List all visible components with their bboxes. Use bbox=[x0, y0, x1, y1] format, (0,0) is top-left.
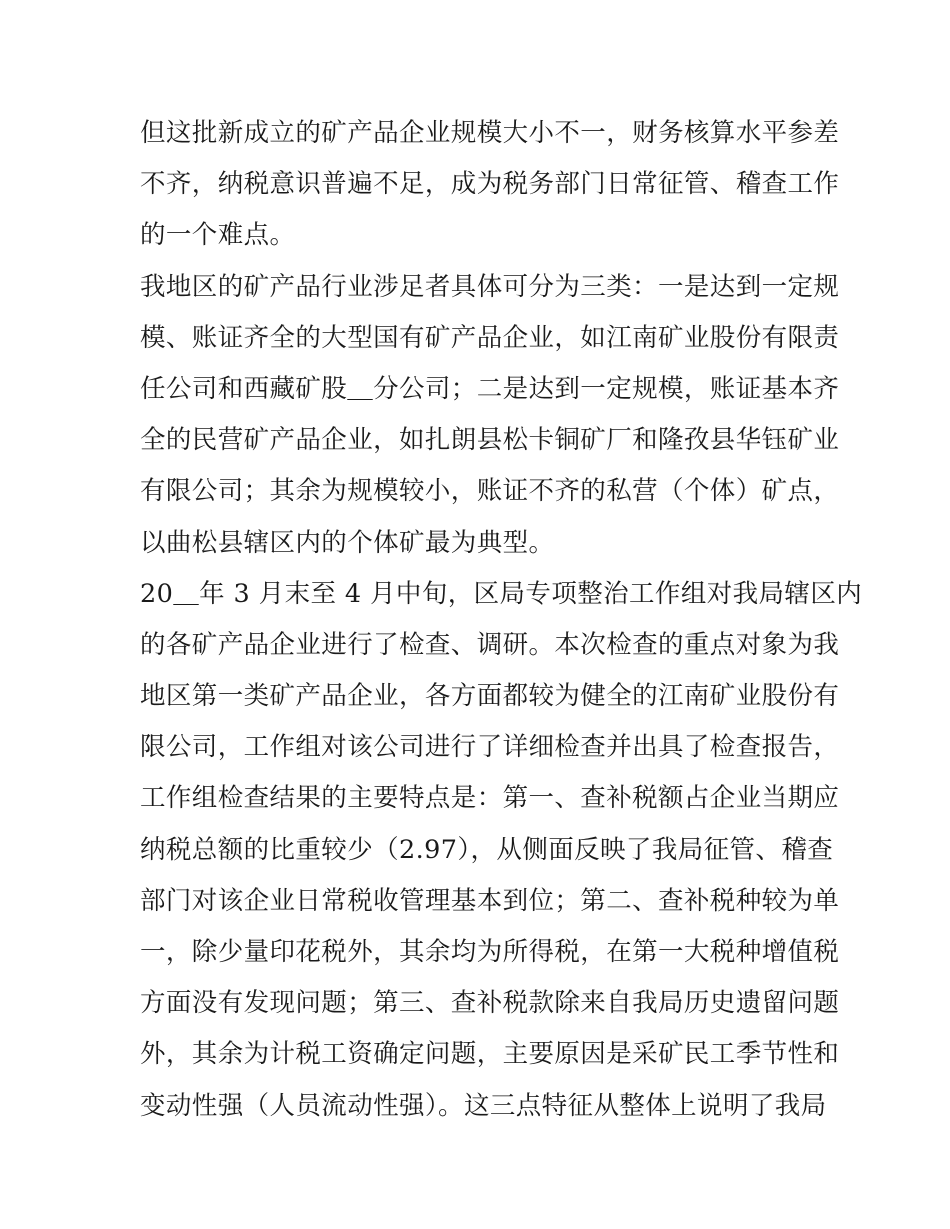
body-text bbox=[140, 108, 863, 1132]
text-line: 的一个难点。 bbox=[140, 220, 296, 251]
text-line: 地区第一类矿产品企业，各方面都较为健全的江南矿业股份有 bbox=[140, 681, 840, 712]
text-line: 外，其余为计税工资确定问题，主要原因是采矿民工季节性和 bbox=[140, 1039, 840, 1070]
text-line: 的各矿产品企业进行了检查、调研。本次检查的重点对象为我 bbox=[140, 629, 840, 660]
paragraph-1 bbox=[140, 108, 840, 262]
text-line: 我地区的矿产品行业涉足者具体可分为三类：一是达到一定规 bbox=[140, 271, 840, 302]
text-line: 变动性强（人员流动性强）。这三点特征从整体上说明了我局 bbox=[140, 1090, 827, 1121]
text-line: 方面没有发现问题；第三、查补税款除来自我局历史遗留问题 bbox=[140, 988, 840, 1019]
text-line: 20＿年 3 月末至 4 月中旬，区局专项整治工作组对我局辖区内 bbox=[140, 578, 863, 609]
text-line: 全的民营矿产品企业，如扎朗县松卡铜矿厂和隆孜县华钰矿业 bbox=[140, 425, 840, 456]
paragraph-2 bbox=[140, 262, 840, 569]
text-line: 限公司，工作组对该公司进行了详细检查并出具了检查报告， bbox=[140, 732, 840, 763]
text-line: 不齐，纳税意识普遍不足，成为税务部门日常征管、稽查工作 bbox=[140, 169, 840, 200]
text-line: 纳税总额的比重较少（2.97），从侧面反映了我局征管、稽查 bbox=[140, 834, 834, 865]
text-line: 部门对该企业日常税收管理基本到位；第二、查补税种较为单 bbox=[140, 885, 840, 916]
text-line: 一，除少量印花税外，其余均为所得税，在第一大税种增值税 bbox=[140, 937, 840, 967]
text-line: 以曲松县辖区内的个体矿最为典型。 bbox=[140, 527, 555, 558]
text-line: 工作组检查结果的主要特点是：第一、查补税额占企业当期应 bbox=[140, 783, 840, 814]
text-line: 任公司和西藏矿股＿分公司；二是达到一定规模，账证基本齐 bbox=[140, 373, 840, 404]
paragraph-3 bbox=[140, 569, 863, 1132]
text-line: 但这批新成立的矿产品企业规模大小不一，财务核算水平参差 bbox=[140, 118, 840, 148]
text-line: 有限公司；其余为规模较小，账证不齐的私营（个体）矿点， bbox=[140, 476, 840, 507]
text-line: 模、账证齐全的大型国有矿产品企业，如江南矿业股份有限责 bbox=[140, 322, 840, 353]
